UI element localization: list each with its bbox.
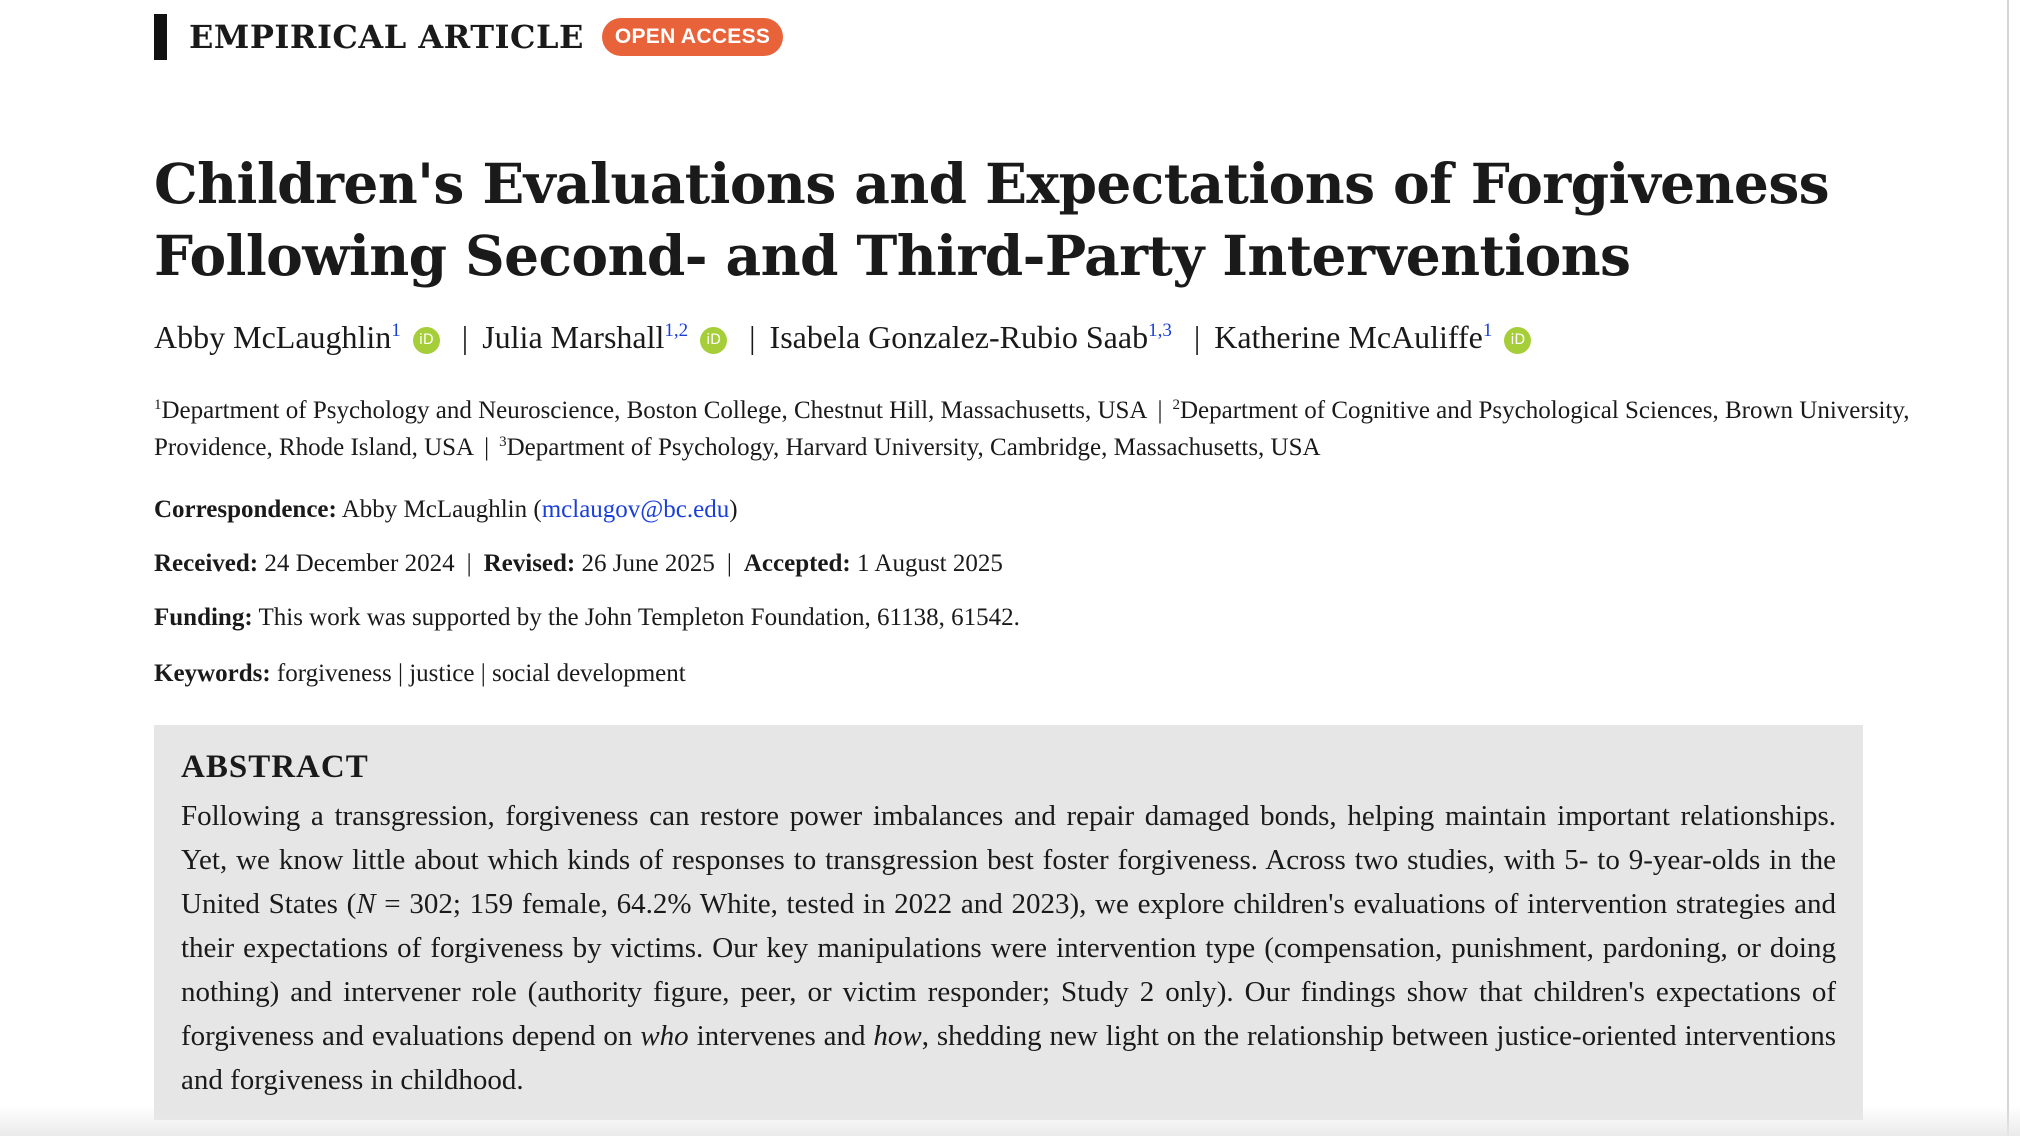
funding-line — [154, 601, 1974, 635]
keyword[interactable]: forgiveness — [276, 660, 392, 687]
funding-label: Funding: — [154, 604, 253, 631]
author[interactable] — [1214, 319, 1531, 355]
orcid-icon[interactable]: iD — [413, 327, 440, 354]
affiliation-item: $^3$Department of Psychology, Harvard University, Cambridge, Massachusetts, USA — [499, 434, 1321, 461]
accepted-date: 1 August 2025 — [857, 550, 1003, 577]
affiliation-separator: | — [1157, 397, 1163, 424]
abstract-heading: ABSTRACT — [181, 749, 369, 785]
article-header — [154, 14, 783, 60]
affiliation-ref[interactable]: 1,3 — [1148, 320, 1172, 341]
affiliation-ref[interactable]: 1 — [1482, 320, 1493, 341]
author-separator: | — [1193, 319, 1201, 355]
affiliation-separator: | — [484, 434, 490, 461]
article-type-label: EMPIRICAL ARTICLE — [189, 18, 584, 56]
author-separator: | — [749, 319, 756, 355]
author-name[interactable]: Julia Marshall — [482, 319, 665, 355]
author-list — [154, 314, 1974, 360]
correspondence-email-link[interactable]: mclaugov@bc.edu — [541, 496, 730, 523]
funding-text: This work was supported by the John Templeton Foundation, 61138, 61542. — [258, 604, 1020, 631]
revised-date: 26 June 2025 — [581, 550, 715, 577]
affiliation-item: $^1$Department of Psychology and Neuroscience, Boston College, Chestnut Hill, Massachusetts, USA — [154, 397, 1148, 424]
correspondence-name: Abby McLaughlin — [341, 496, 528, 523]
orcid-icon[interactable]: iD — [700, 327, 727, 354]
accepted-label: Accepted: — [743, 550, 851, 577]
keyword[interactable]: justice — [409, 660, 475, 687]
author[interactable] — [154, 319, 440, 355]
author-name[interactable]: Katherine McAuliffe — [1214, 319, 1483, 355]
author[interactable] — [770, 319, 1172, 355]
received-label: Received: — [154, 550, 259, 577]
bottom-scroll-fade — [0, 1106, 2020, 1136]
keyword-separator: | — [480, 660, 486, 687]
header-accent-bar — [154, 14, 167, 60]
affiliations — [154, 392, 1974, 466]
abstract-box — [154, 725, 1863, 1120]
keywords-line — [154, 657, 1974, 691]
author-separator: | — [461, 319, 469, 355]
correspondence-label: Correspondence: — [154, 496, 337, 523]
affiliation-ref[interactable]: 1 — [391, 320, 401, 341]
keywords-label: Keywords: — [154, 660, 271, 687]
revised-label: Revised: — [483, 550, 576, 577]
keyword[interactable]: social development — [492, 660, 686, 687]
abstract-text: Following a transgression, forgiveness can restore power imbalances and repair damaged bonds, helping maintain important relationships. Yet, we know little about which kinds of responses to transgression best foster forgiveness. Across two studies, with 5- to 9-year-olds in the United States (N = 302; 159 female, 64.2% White, tested in 2022 and 2023), we explore children's evaluations of intervention strategies and their expectations of forgiveness by victims. Our key manipulations were intervention type (compensation, punishment, pardoning, or doing nothing) and intervener role (authority figure, peer, or victim responder; Study 2 only). Our findings show that children's expectations of forgiveness and evaluations depend on who intervenes and how, shedding new light on the relationship between justice-oriented interventions and forgiveness in childhood. — [181, 800, 1836, 1096]
affiliation-item: $^2$Department of Cognitive and Psychological Sciences, Brown University, Providence, Rhode Island, USA — [154, 397, 1910, 461]
article-title: Children's Evaluations and Expectations of Forgiveness Following Second- and Third-Party Interventions — [154, 151, 1830, 288]
date-separator: | — [466, 550, 472, 577]
affiliation-ref[interactable]: 1,2 — [664, 320, 689, 341]
author[interactable] — [482, 319, 727, 355]
author-name[interactable]: Isabela Gonzalez-Rubio Saab — [769, 319, 1149, 355]
keyword-separator: | — [397, 660, 403, 687]
correspondence-line: Correspondence: Abby McLaughlin (mclaugov@bc.edu) — [154, 496, 738, 523]
dates-line — [154, 547, 1974, 581]
date-separator: | — [726, 550, 732, 577]
received-date: 24 December 2024 — [264, 550, 455, 577]
page-edge-rule — [2007, 0, 2009, 1136]
author-name[interactable]: Abby McLaughlin — [154, 319, 392, 355]
open-access-badge: OPEN ACCESS — [602, 18, 783, 56]
orcid-icon[interactable]: iD — [1504, 327, 1531, 354]
